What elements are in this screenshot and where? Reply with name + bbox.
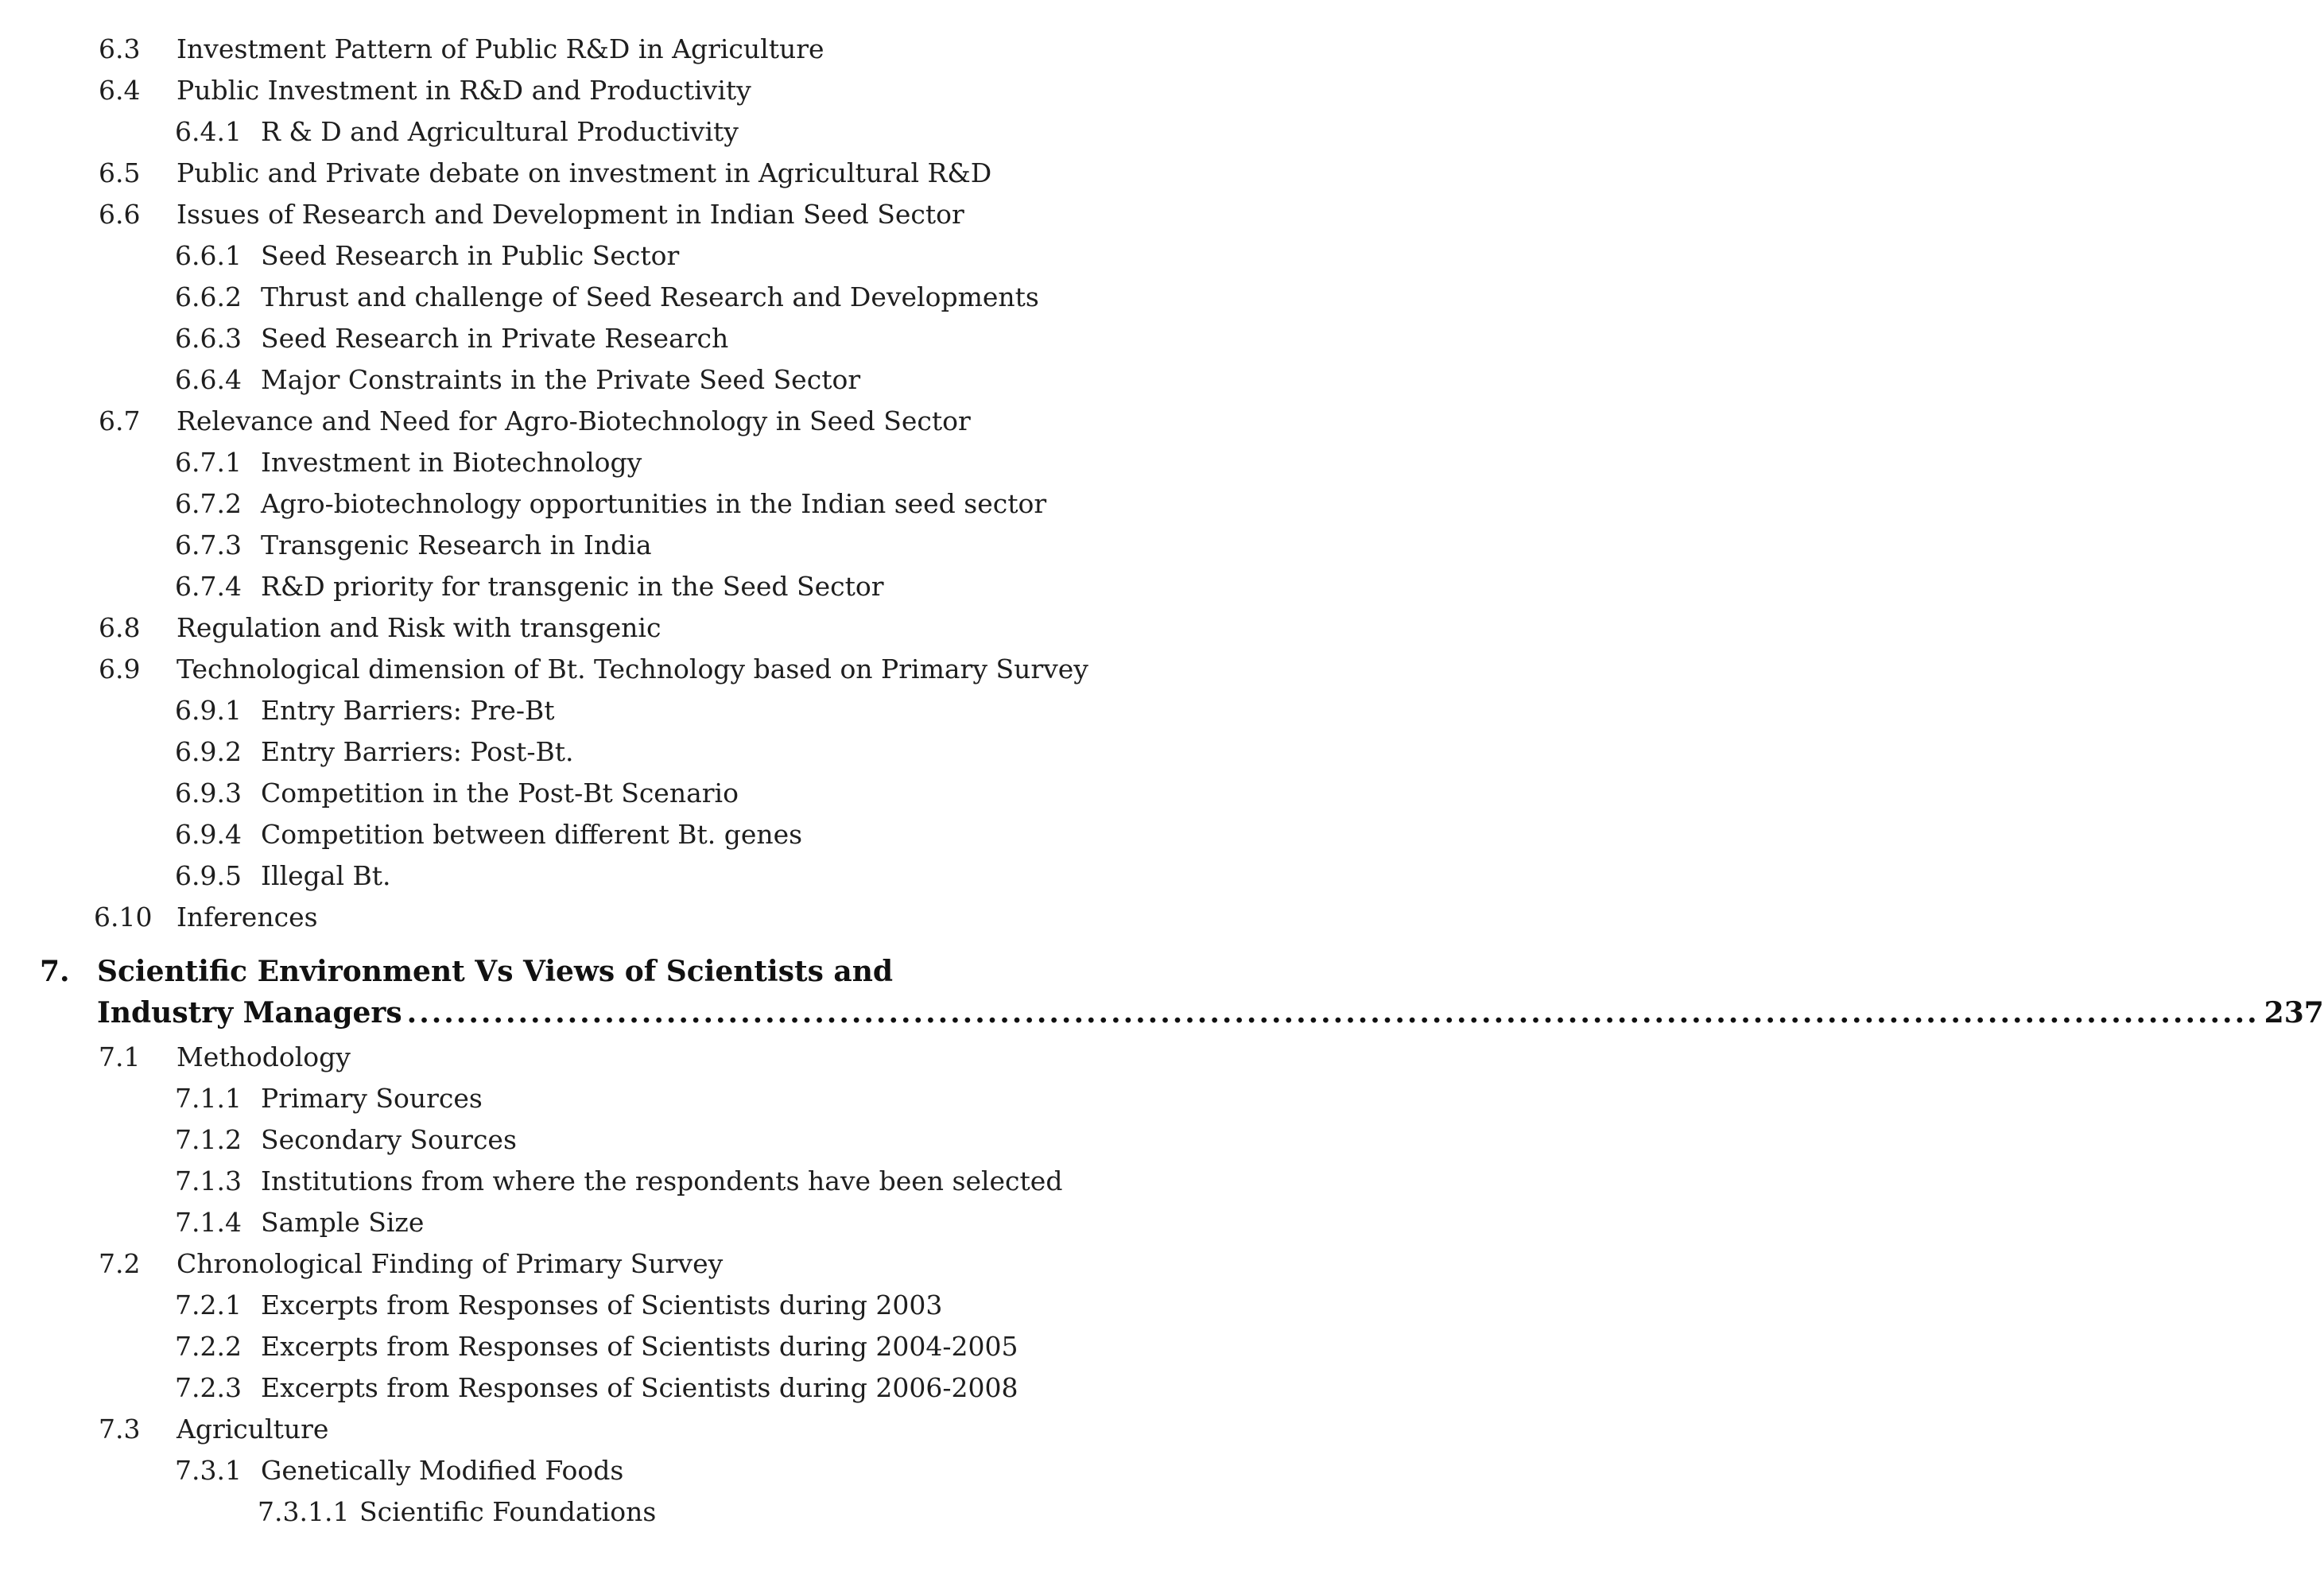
toc-subentry (0, 690, 1193, 731)
toc-entry-number: 6.8 (99, 612, 141, 643)
toc-entry-title: Seed Research in Public Sector (261, 240, 680, 271)
toc-entry-title: Public and Private debate on investment in Agricultural R&D (177, 157, 992, 188)
toc-entry-title: Institutions from where the respondents have been selected (261, 1165, 1063, 1196)
toc-entry-number: 7.2 (99, 1248, 141, 1279)
toc-subentry (0, 111, 1193, 153)
toc-entry (0, 153, 1193, 194)
toc-entry-number: 6.4 (99, 75, 141, 106)
toc-subentry (0, 1161, 1193, 1202)
toc-entry-number: 6.9.4 (175, 819, 242, 850)
toc-entry-title: Scientific Foundations (359, 1496, 657, 1527)
toc-subentry (0, 318, 1193, 359)
toc-entry-title: Genetically Modified Foods (261, 1455, 624, 1486)
toc-entry-number: 7.1.2 (175, 1124, 242, 1155)
toc-subentry (0, 442, 1193, 483)
toc-entry-number: 7.1.3 (175, 1165, 242, 1196)
toc-entry-title: Competition in the Post-Bt Scenario (261, 778, 739, 809)
toc-subentry (0, 1285, 1193, 1326)
toc-entry-title: Transgenic Research in India (261, 529, 652, 560)
toc-subentry (0, 855, 1193, 897)
toc-entry (0, 1243, 1193, 1285)
toc-entry-number: 6.7.3 (175, 529, 242, 560)
toc-subentry (0, 1450, 1193, 1491)
toc-entry-number: 6.3 (99, 33, 141, 64)
toc-subentry (0, 1202, 1193, 1243)
toc-subentry (0, 773, 1193, 814)
chapter-title-line1: Scientific Environment Vs Views of Scientists and (97, 955, 894, 988)
toc-entry-title: Methodology (177, 1041, 351, 1072)
toc-entry-title: R & D and Agricultural Productivity (261, 116, 739, 147)
toc-entry-number: 6.6.2 (175, 281, 242, 312)
toc-entry-title: Issues of Research and Development in Indian Seed Sector (177, 199, 964, 230)
toc-entry-number: 6.4.1 (175, 116, 242, 147)
toc-entry-number: 6.6 (99, 199, 141, 230)
toc-subentry (0, 483, 1193, 525)
toc-entry-title: Primary Sources (261, 1083, 483, 1114)
toc-entry-title: Technological dimension of Bt. Technology based on Primary Survey (177, 653, 1088, 684)
toc-entry-title: Major Constraints in the Private Seed Sector (261, 364, 861, 395)
toc-entry-title: Excerpts from Responses of Scientists during 2003 (261, 1289, 943, 1320)
toc-entry-number: 6.7.2 (175, 488, 242, 519)
toc-entry (0, 1409, 1193, 1450)
toc-entry-title: Thrust and challenge of Seed Research and Developments (261, 281, 1039, 312)
dot-leader: ...................................................................................................................................................... (406, 996, 2260, 1030)
toc-entry-title: Relevance and Need for Agro-Biotechnology in Seed Sector (177, 405, 971, 436)
toc-entry-title: Competition between different Bt. genes (261, 819, 803, 850)
toc-entry (0, 401, 1193, 442)
toc-entry (0, 194, 1193, 235)
toc-entry-title: Regulation and Risk with transgenic (177, 612, 662, 643)
toc-entry-title: Inferences (177, 902, 318, 933)
toc-entry-number: 6.9 (99, 653, 141, 684)
toc-entry (0, 29, 1193, 70)
toc-entry-number: 6.6.1 (175, 240, 242, 271)
toc-entry (0, 649, 1193, 690)
toc-subentry (0, 525, 1193, 566)
toc-entry-title: Public Investment in R&D and Productivity (177, 75, 751, 106)
toc-entry-title: Illegal Bt. (261, 860, 391, 891)
toc-subentry (0, 1119, 1193, 1161)
toc-entry-title: Sample Size (261, 1207, 425, 1238)
toc-entry-title: Excerpts from Responses of Scientists during 2004-2005 (261, 1331, 1018, 1362)
chapter-number: 7. (40, 955, 70, 988)
toc-subentry (0, 1078, 1193, 1119)
toc-entry-title: Investment in Biotechnology (261, 447, 642, 478)
toc-entry-title: Chronological Finding of Primary Survey (177, 1248, 724, 1279)
toc-entry-number: 6.5 (99, 157, 141, 188)
toc-entry-number: 6.9.3 (175, 778, 242, 809)
toc-entry-title: Entry Barriers: Post-Bt. (261, 736, 574, 767)
toc-entry-number: 7.1.1 (175, 1083, 242, 1114)
toc-entry-title: Seed Research in Private Research (261, 323, 729, 354)
chapter-title-line2-row (97, 992, 2324, 1034)
toc-entry (0, 70, 1193, 111)
toc-entry-number: 6.6.4 (175, 364, 242, 395)
toc-entry-number: 6.10 (94, 902, 153, 933)
toc-entry-number: 6.7.4 (175, 571, 242, 602)
toc-entry-number: 6.7 (99, 405, 141, 436)
toc-subsubentry (0, 1491, 1193, 1533)
toc-entry (0, 1037, 1193, 1078)
toc-entry (0, 607, 1193, 649)
toc-entry-number: 6.9.5 (175, 860, 242, 891)
toc-entry-number: 6.6.3 (175, 323, 242, 354)
toc-subentry (0, 235, 1193, 277)
chapter-title-line2: Industry Managers (97, 996, 402, 1030)
toc-subentry (0, 277, 1193, 318)
toc-entry-number: 6.9.1 (175, 695, 242, 726)
toc-subentry (0, 731, 1193, 773)
toc-entry-number: 7.2.2 (175, 1331, 242, 1362)
toc-entry-number: 7.3 (99, 1414, 141, 1445)
toc-entry-title: Investment Pattern of Public R&D in Agriculture (177, 33, 824, 64)
toc-entry-number: 7.1.4 (175, 1207, 242, 1238)
toc-entry (0, 897, 1193, 938)
toc-entry-title: R&D priority for transgenic in the Seed Sector (261, 571, 884, 602)
toc-subentry (0, 566, 1193, 607)
toc-entry-title: Entry Barriers: Pre-Bt (261, 695, 555, 726)
toc-entry-number: 7.3.1.1 (258, 1496, 350, 1527)
toc-entry-number: 7.3.1 (175, 1455, 242, 1486)
toc-entry-title: Agriculture (177, 1414, 329, 1445)
toc-subentry (0, 1367, 1193, 1409)
toc-entry-number: 6.9.2 (175, 736, 242, 767)
toc-entry-number: 7.2.1 (175, 1289, 242, 1320)
toc-entry-number: 7.2.3 (175, 1372, 242, 1403)
toc-entry-title: Secondary Sources (261, 1124, 517, 1155)
toc-subentry (0, 1326, 1193, 1367)
toc-entry-number: 7.1 (99, 1041, 141, 1072)
chapter-page-number: 237 (2264, 996, 2324, 1030)
toc-entry-number: 6.7.1 (175, 447, 242, 478)
toc-subentry (0, 359, 1193, 401)
toc-entry-title: Agro-biotechnology opportunities in the Indian seed sector (261, 488, 1047, 519)
toc-subentry (0, 814, 1193, 855)
toc-entry-title: Excerpts from Responses of Scientists during 2006-2008 (261, 1372, 1018, 1403)
